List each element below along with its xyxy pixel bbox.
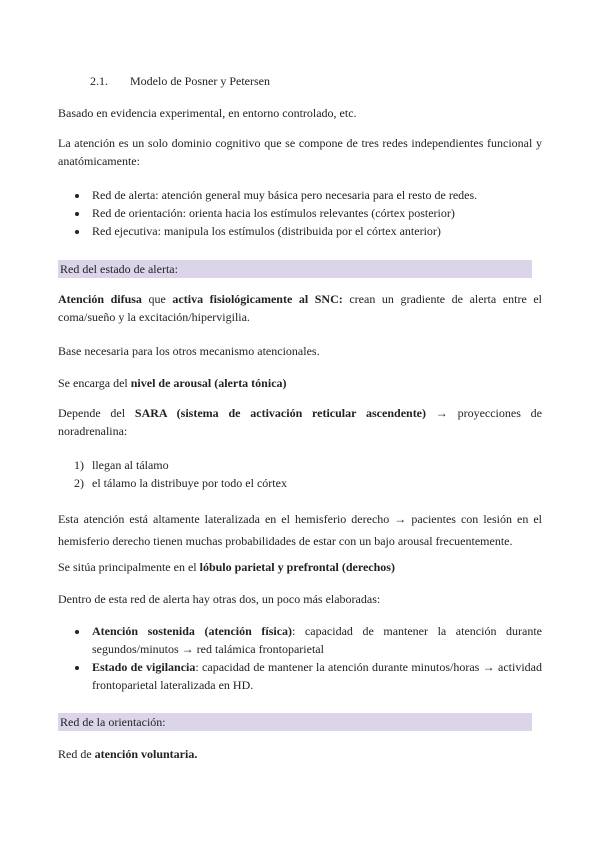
list-item: Red de orientación: orienta hacia los estímulos relevantes (córtex posterior) [58,204,542,222]
list-item: Red de alerta: atención general muy básica pero necesaria para el resto de redes. [58,186,542,204]
alerta-paragraph-2: Base necesaria para los otros mecanismo atencionales. [58,344,320,358]
section-number: 2.1. [90,74,108,88]
bullet-icon [75,212,79,216]
list-item: Estado de vigilancia: capacidad de mantener la atención durante minutos/horas → actividad frontoparietal lateralizada en HD. [58,658,542,694]
alerta-paragraph-4: Depende del SARA (sistema de activación reticular ascendente) → proyecciones de noradrenalina: [58,406,543,438]
bullet-icon [75,630,79,634]
bullet-icon [75,666,79,670]
alerta-paragraph-3: Se encarga del nivel de arousal (alerta tónica) [58,376,287,390]
bullet-icon [75,230,79,234]
section-heading [90,72,574,90]
orientacion-paragraph-1: Red de atención voluntaria. [58,747,198,761]
alerta-paragraph-5: Esta atención está altamente lateralizada en el hemisferio derecho → pacientes con lesión en el hemisferio derecho tienen muchas probabilidades de estar con un bajo arousal frecuentemente. [58,512,542,548]
alerta-paragraph-1: Atención difusa que activa fisiológicamente al SNC: crean un gradiente de alerta entre el coma/sueño y la excitación/hipervigilia. [58,292,543,324]
alerta-sub-list [58,622,542,694]
intro-paragraph-2: La atención es un solo dominio cognitivo que se compone de tres redes independientes funcional y anatómicamente: [58,136,542,168]
list-item: Atención sostenida (atención física): capacidad de mantener la atención durante segundos/minutos → red talámica frontoparietal [58,622,542,658]
alerta-paragraph-6: Se sitúa principalmente en el lóbulo parietal y prefrontal (derechos) [58,560,395,574]
network-list [58,186,542,240]
list-item: 1) llegan al tálamo [74,458,169,472]
alerta-paragraph-7: Dentro de esta red de alerta hay otras dos, un poco más elaboradas: [58,592,381,606]
list-item: 2) el tálamo la distribuye por todo el córtex [74,476,287,490]
intro-paragraph-1: Basado en evidencia experimental, en entorno controlado, etc. [58,106,357,120]
section-title: Modelo de Posner y Petersen [130,74,270,88]
bullet-icon [75,194,79,198]
list-item: Red ejecutiva: manipula los estímulos (distribuida por el córtex anterior) [58,222,542,240]
sara-steps-list [58,456,542,492]
orientacion-header: Red de la orientación: [58,713,532,731]
alerta-header: Red del estado de alerta: [58,260,532,278]
